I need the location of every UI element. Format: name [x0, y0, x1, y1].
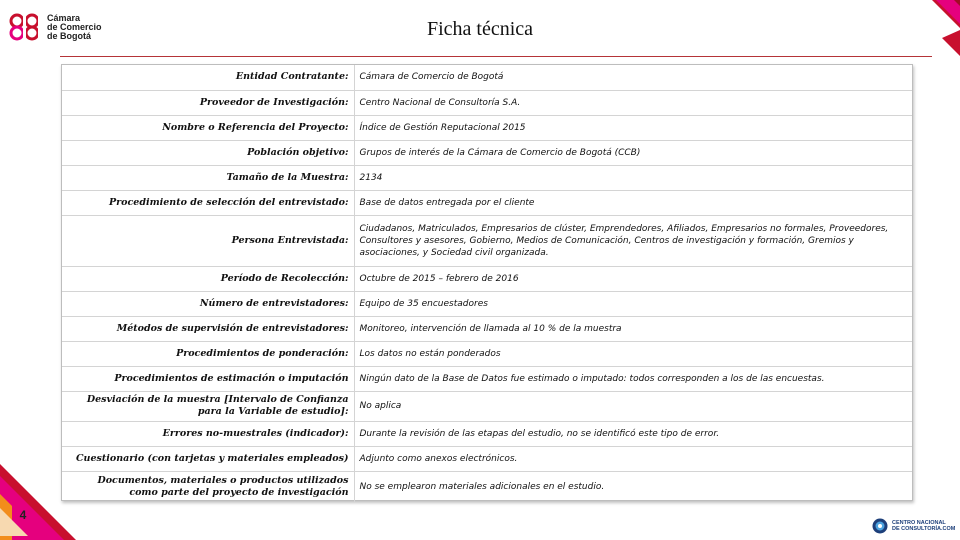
- row-value: 2134: [354, 165, 912, 190]
- row-value: Índice de Gestión Reputacional 2015: [354, 115, 912, 140]
- row-label: Población objetivo:: [62, 140, 354, 165]
- table-row: [62, 341, 912, 366]
- technical-sheet-table: [61, 64, 913, 501]
- row-value: Los datos no están ponderados: [354, 341, 912, 366]
- page-number: 4: [19, 508, 27, 522]
- row-label: Proveedor de Investigación:: [62, 90, 354, 115]
- row-label: Entidad Contratante:: [62, 65, 354, 90]
- cnc-logo-icon: [872, 518, 888, 534]
- row-label: Documentos, materiales o productos utilizados como parte del proyecto de investigación: [62, 471, 354, 502]
- table-row: [62, 190, 912, 215]
- table-row: [62, 316, 912, 341]
- row-value: Monitoreo, intervención de llamada al 10 % de la muestra: [354, 316, 912, 341]
- table-row: [62, 165, 912, 190]
- row-label: Errores no-muestrales (indicador):: [62, 421, 354, 446]
- row-label: Desviación de la muestra [Intervalo de Confianza para la Variable de estudio]:: [62, 391, 354, 421]
- ccb-logo-text: Cámara de Comercio de Bogotá: [47, 12, 102, 41]
- row-value: Adjunto como anexos electrónicos.: [354, 446, 912, 471]
- row-value: No aplica: [354, 391, 912, 421]
- table-row: [62, 446, 912, 471]
- row-label: Métodos de supervisión de entrevistadores:: [62, 316, 354, 341]
- table-row: [62, 115, 912, 140]
- table-row: [62, 391, 912, 421]
- row-value: Base de datos entregada por el cliente: [354, 190, 912, 215]
- row-value: Equipo de 35 encuestadores: [354, 291, 912, 316]
- row-value: Octubre de 2015 – febrero de 2016: [354, 266, 912, 291]
- table-row: [62, 291, 912, 316]
- row-label: Período de Recolección:: [62, 266, 354, 291]
- table-row: [62, 421, 912, 446]
- row-label: Número de entrevistadores:: [62, 291, 354, 316]
- table-row: [62, 140, 912, 165]
- row-value: Centro Nacional de Consultoría S.A.: [354, 90, 912, 115]
- cnc-logo: [872, 518, 955, 534]
- row-label: Nombre o Referencia del Proyecto:: [62, 115, 354, 140]
- row-value: Grupos de interés de la Cámara de Comercio de Bogotá (CCB): [354, 140, 912, 165]
- row-label: Procedimiento de selección del entrevistado:: [62, 190, 354, 215]
- row-label: Cuestionario (con tarjetas y materiales empleados): [62, 446, 354, 471]
- table-row: [62, 215, 912, 266]
- row-label: Persona Entrevistada:: [62, 215, 354, 266]
- table-row: [62, 65, 912, 90]
- table-row: [62, 366, 912, 391]
- row-value: Ningún dato de la Base de Datos fue estimado o imputado: todos corresponden a los de las encuestas.: [354, 366, 912, 391]
- page-title: Ficha técnica: [426, 18, 534, 40]
- row-label: Procedimientos de estimación o imputación: [62, 366, 354, 391]
- row-value: Durante la revisión de las etapas del estudio, no se identificó este tipo de error.: [354, 421, 912, 446]
- cnc-logo-text: CENTRO NACIONAL DE CONSULTORÍA.COM: [892, 520, 956, 532]
- row-value: No se emplearon materiales adicionales en el estudio.: [359, 481, 605, 492]
- table-row: [62, 266, 912, 291]
- table-row: [62, 90, 912, 115]
- row-value: Cámara de Comercio de Bogotá: [354, 65, 912, 90]
- row-label: Procedimientos de ponderación:: [62, 341, 354, 366]
- title-divider: [60, 56, 932, 57]
- table-row: [62, 471, 912, 502]
- corner-decoration-top-right: [896, 0, 960, 64]
- row-label: Tamaño de la Muestra:: [62, 165, 354, 190]
- row-value: Ciudadanos, Matriculados, Empresarios de clúster, Emprendedores, Afiliados, Empresarios no formales, Proveedores, Consultores y asesores, Gobierno, Medios de Comunicación, Centros de investigación y formación, Gremios y asociaciones, y Sociedad civil organizada.: [354, 215, 912, 266]
